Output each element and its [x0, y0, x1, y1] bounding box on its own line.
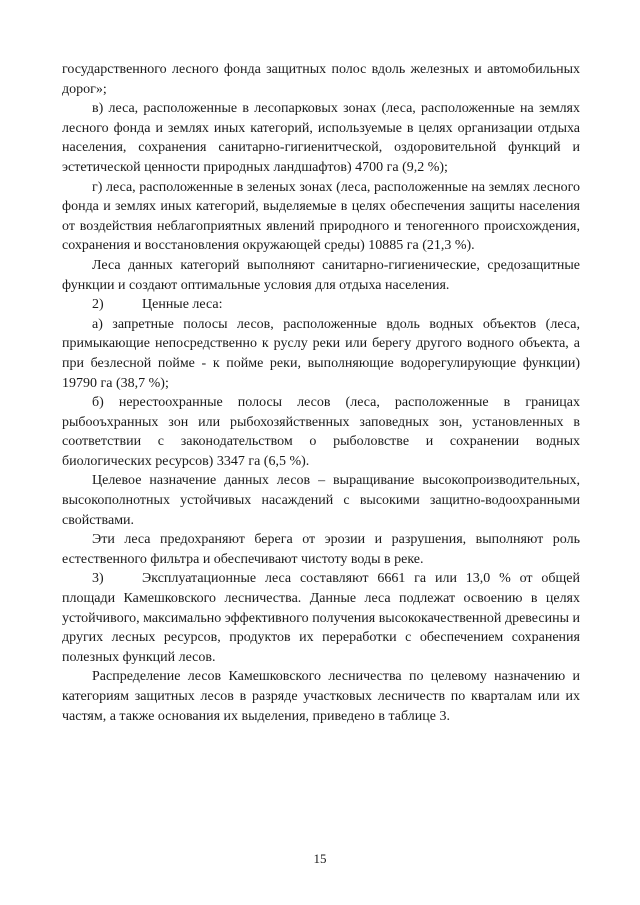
paragraph-distribution: Распределение лесов Камешковского лесничества по целевому назначению и категориям защитных лесов в разряде участковых лесничеств по кварталам или их частям, а также основания их выделения, приведено в таблице 3. [62, 669, 580, 724]
list-number: 3) [92, 571, 104, 587]
paragraph-item-b: б) нерестоохранные полосы лесов (леса, расположенные в границах рыбооъхранных зон или рыбохозяйственных заповедных зон, установленных в соответствии с законодательством о рыболовстве и сохранении водных биологических ресурсов) 3347 га (6,5 %). [62, 395, 580, 469]
paragraph-banks: Эти леса предохраняют берега от эрозии и разрушения, выполняют роль естественного фильтра и обеспечивают чистоту воды в реке. [62, 532, 580, 567]
paragraph-continuation: государственного лесного фонда защитных полос вдоль железных и автомобильных дорог»; [62, 62, 580, 97]
list-number: 2) [92, 297, 104, 313]
paragraph-item-v: в) леса, расположенные в лесопарковых зонах (леса, расположенные на землях лесного фонда и землях иных категорий, используемые в целях организации отдыха населения, сохранения санитарно-гигиенитческой, оздоровительной функций и эстетической ценности природных ландшафтов) 4700 га (9,2 %); [62, 101, 580, 175]
paragraph-item-g: г) леса, расположенные в зеленых зонах (леса, расположенные на землях лесного фонда и землях иных категорий, выделяемые в целях обеспечения защиты населения от воздействия неблагоприятных явлений природного и теногенного происхождения, сохранения и восстановления окружающей среды) 10885 га (21,3 %). [62, 179, 580, 254]
page-number: 15 [313, 851, 327, 866]
paragraph-functions: Леса данных категорий выполняют санитарно-гигиенические, средозащитные функции и создают оптимальные условия для отдыха населения. [62, 257, 580, 293]
numbered-paragraph-exploitation [62, 569, 580, 667]
list-text: Ценные леса: [142, 297, 223, 313]
numbered-heading-valuable [62, 295, 580, 315]
list-text: Эксплуатационные леса составляют 6661 га или 13,0 % от общей площади Камешковского лесничества. Данные леса подлежат освоению в целях устойчивого, максимально эффективного получения высококачественной древесины и других лесных ресурсов, продуктов их переработки с обеспечением сохранения полезных функций лесов. [62, 571, 580, 665]
paragraph-item-a: а) запретные полосы лесов, расположенные вдоль водных объектов (леса, примыкающие непосредственно к руслу реки или берегу другого водного объекта, а при безлесной пойме - к пойме реки, выполняющие водорегулирующие функции) 19790 га (38,7 %); [62, 316, 580, 391]
paragraph-purpose: Целевое назначение данных лесов – выращивание высокопроизводительных, высокополнотных устойчивых насаждений с высокими защитно-водоохранными свойствами. [62, 473, 580, 528]
document-page [62, 60, 580, 726]
